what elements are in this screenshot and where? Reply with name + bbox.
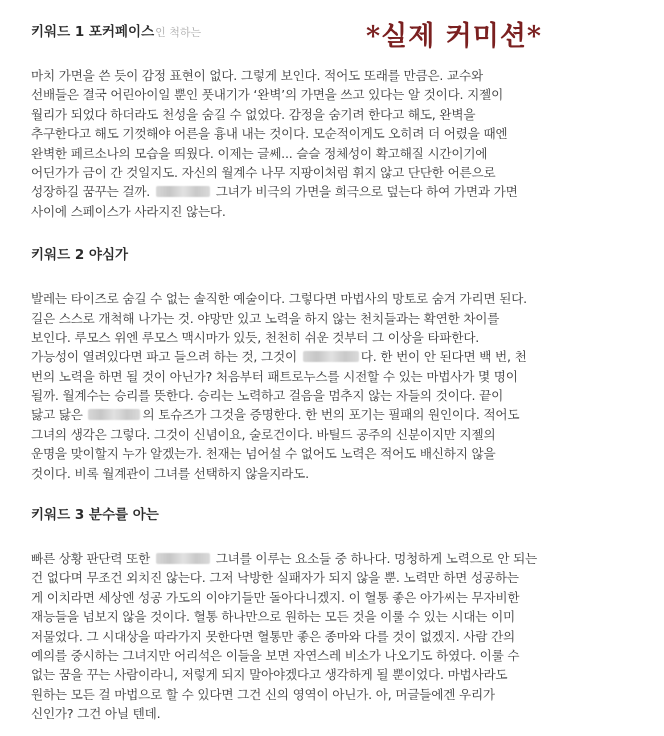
paragraph-line: 예의를 중시하는 그녀지만 어리석은 이들을 보면 자연스레 비소가 나오기도 하였다. 이룰 수 <box>31 647 520 663</box>
paragraph-line: 신인가? 그건 아닐 텐데. <box>31 706 161 722</box>
paragraph-line: 게 이치라면 세상엔 성공 가도의 이야기들만 돌아다니겠지. 이 혈통 좋은 아가씨는 무자비한 <box>31 589 520 605</box>
paragraph-line: 저물었다. 그 시대상을 따라가지 못한다면 혈통만 좋은 종마와 다를 것이 없겠지. 사람 간의 <box>31 628 516 644</box>
paragraph-line: 될까. 월계수는 승리를 뜻한다. 승리는 노력하고 걸음을 멈추지 않는 자들의 것이다. 끝이 <box>31 388 504 404</box>
commission-stamp: *실제 커미션* <box>366 21 543 52</box>
paragraph-line: 보인다. 루모스 위엔 루모스 맥시마가 있듯, 천천히 쉬운 것부터 그 이상을 타파한다. <box>31 329 480 345</box>
section-1-subtitle: 인 척하는 <box>155 26 202 39</box>
paragraph-line: 번의 노력을 하면 될 것이 아닌가? 처음부터 패트로누스를 시전할 수 있는 마법사가 몇 명이 <box>31 368 518 384</box>
section-2-title: 키워드 2 야심가 <box>31 247 129 264</box>
paragraph-line: 월리가 되었다 하더라도 천성을 숨길 수 없었다. 감정을 숨기려 한다고 해도, 완벽을 <box>31 106 476 122</box>
section-2-heading-row <box>31 243 642 267</box>
paragraph-line: 가능성이 열려있다면 파고 들으려 하는 것, 그것이 다. 한 번이 안 된다면 백 번, 천 <box>31 349 527 365</box>
paragraph-line: 것이다. 비록 월계관이 그녀를 선택하지 않을지라도. <box>31 465 309 481</box>
section-1-heading-row <box>31 20 642 52</box>
paragraph-line: 빠른 상황 판단력 또한 그녀를 이루는 요소들 중 하나다. 멍청하게 노력으로 안 되는 <box>31 551 538 567</box>
paragraph-line: 닳고 닳은 의 토슈즈가 그것을 증명한다. 한 번의 포기는 필패의 원인이다. 적어도 <box>31 407 520 423</box>
redacted-name <box>156 186 210 197</box>
paragraph-line: 추구한다고 해도 기껏해야 어른을 흉내 내는 것이다. 모순적이게도 오히려 더 어렸을 때엔 <box>31 126 508 142</box>
paragraph-line: 마치 가면을 쓴 듯이 감정 표현이 없다. 그렇게 보인다. 적어도 또래를 만큼은. 교수와 <box>31 68 483 83</box>
section-1-title: 키워드 1 포커페이스인 척하는 <box>31 24 202 40</box>
redacted-name <box>156 553 210 564</box>
section-3-heading-row <box>31 503 642 527</box>
redacted-name <box>303 351 359 362</box>
paragraph-line: 선배들은 결국 어린아이일 뿐인 풋내기가 ‘완벽’의 가면을 쓰고 있다는 알 것이다. 지젤이 <box>31 87 504 103</box>
section-3-title: 키워드 3 분수를 아는 <box>31 507 159 524</box>
section-1-paragraph <box>31 66 642 221</box>
paragraph-line: 완벽한 페르소나의 모습을 띄웠다. 이제는 글쎄... 슬슬 정체성이 확고해질 시간이기에 <box>31 145 488 161</box>
paragraph-line: 건 없다며 무조건 외치진 않는다. 그저 낙방한 실패자가 되지 않을 뿐. 노력만 하면 성공하는 <box>31 570 519 586</box>
paragraph-line: 운명을 맞이할지 누가 알겠는가. 천재는 넘어설 수 없어도 노력은 적어도 배신하지 않을 <box>31 446 496 462</box>
paragraph-line: 없는 꿈을 꾸는 사람이라니, 저렇게 되지 말아야겠다고 생각하게 될 뿐이었다. 마법사라도 <box>31 667 508 683</box>
paragraph-line: 사이에 스페이스가 사라지진 않는다. <box>31 203 226 219</box>
paragraph-line: 어딘가가 금이 간 것일지도. 자신의 월계수 나무 지팡이처럼 휘지 않고 단단한 어른으로 <box>31 164 496 180</box>
paragraph-line: 발레는 타이즈로 숨길 수 없는 솔직한 예술이다. 그렇다면 마법사의 망토로 숨겨 가리면 된다. <box>31 291 527 307</box>
paragraph-line: 성장하길 꿈꾸는 걸까. 그녀가 비극의 가면을 희극으로 덮는다 하여 가면과 가면 <box>31 184 518 200</box>
section-3-paragraph <box>31 549 642 724</box>
paragraph-line: 그녀의 생각은 그렇다. 그것이 신념이요, 술로건이다. 바틸드 공주의 신분이지만 지젤의 <box>31 426 496 442</box>
paragraph-line: 원하는 모든 걸 마법으로 할 수 있다면 그건 신의 영역이 아닌가. 아, 머글들에겐 우리가 <box>31 686 495 702</box>
redacted-name <box>88 409 140 420</box>
paragraph-line: 재능들을 넘보지 않을 것이다. 혈통 하나만으로 원하는 모든 것을 이룰 수 있는 시대는 이미 <box>31 609 516 625</box>
section-2-paragraph <box>31 289 642 483</box>
paragraph-line: 길은 스스로 개척해 나가는 것. 야망만 있고 노력을 하지 않는 천치들과는 확연한 차이를 <box>31 310 500 326</box>
